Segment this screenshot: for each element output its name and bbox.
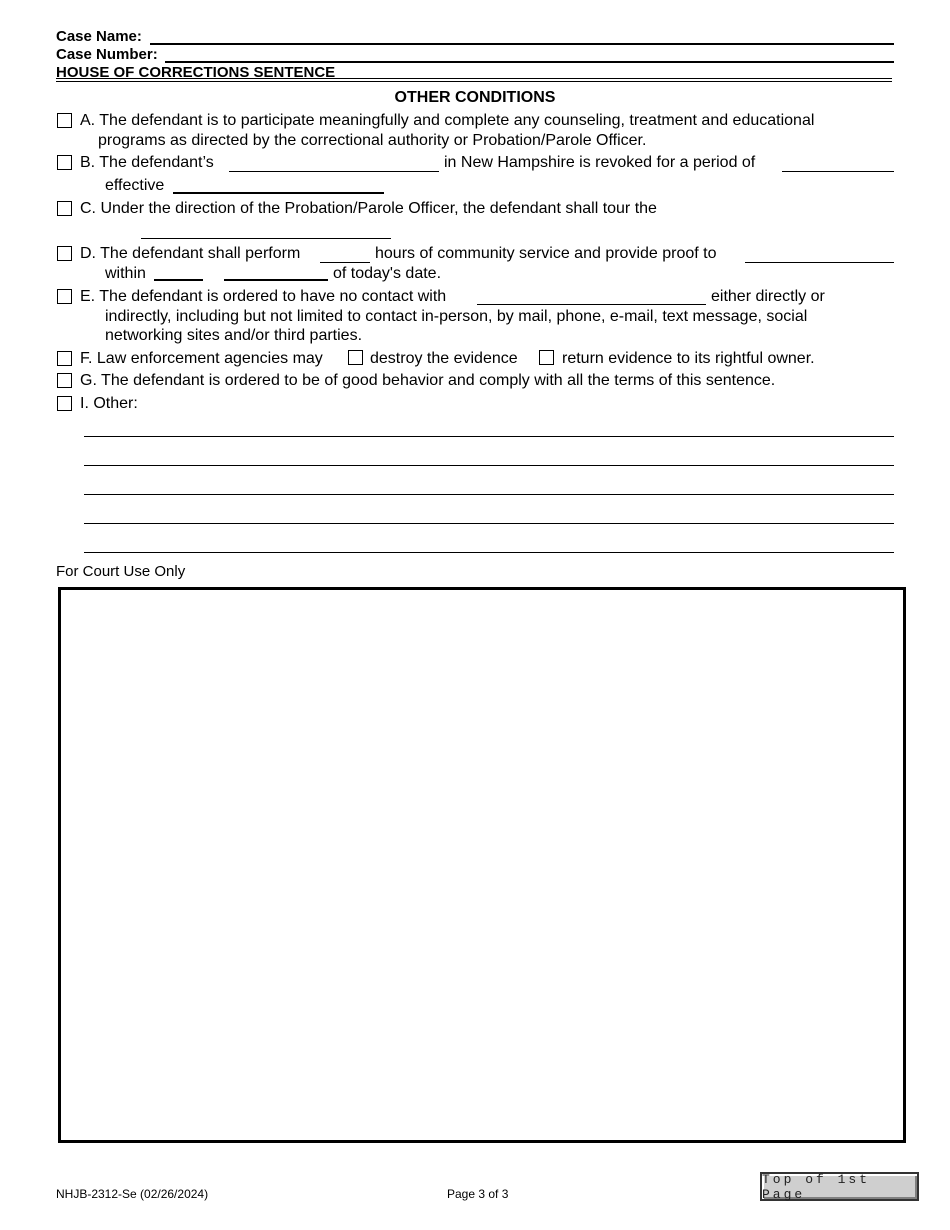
condition-b-effective-field[interactable] [173,192,384,194]
condition-f-return-label: return evidence to its rightful owner. [562,350,815,367]
condition-f-return-checkbox[interactable] [539,350,554,365]
header-rule-1 [56,78,892,79]
condition-d-hours-field[interactable] [320,262,370,263]
condition-b-checkbox[interactable] [57,155,72,170]
condition-f-checkbox[interactable] [57,351,72,366]
condition-e-text-line2: indirectly, including but not limited to contact in-person, by mail, phone, e-mail, text message, social [105,308,808,325]
condition-a-checkbox[interactable] [57,113,72,128]
condition-b-text-part2: in New Hampshire is revoked for a period of [444,154,756,171]
condition-c-checkbox[interactable] [57,201,72,216]
case-number-field[interactable] [165,61,894,63]
condition-a-text-line2: programs as directed by the correctional authority or Probation/Parole Officer. [98,132,647,149]
case-name-label: Case Name: [56,28,142,45]
court-use-box [58,587,906,1143]
condition-b-period-field[interactable] [782,171,894,172]
condition-e-text-part2: either directly or [711,288,825,305]
page-number: Page 3 of 3 [447,1187,509,1201]
other-line-3[interactable] [84,494,894,495]
other-line-2[interactable] [84,465,894,466]
section-title: HOUSE OF CORRECTIONS SENTENCE [56,64,336,81]
condition-c-text-line1: C. Under the direction of the Probation/Parole Officer, the defendant shall tour the [80,200,657,217]
other-line-5[interactable] [84,552,894,553]
header-rule-2 [56,81,892,82]
condition-e-text-part1: E. The defendant is ordered to have no contact with [80,288,447,305]
condition-i-checkbox[interactable] [57,396,72,411]
condition-e-contact-field[interactable] [477,304,706,305]
condition-f-destroy-label: destroy the evidence [370,350,518,367]
condition-d-proof-field[interactable] [745,262,894,263]
condition-c-tour-field[interactable] [141,238,391,239]
form-id: NHJB-2312-Se (02/26/2024) [56,1187,209,1201]
page-title: OTHER CONDITIONS [394,89,556,106]
condition-g-text: G. The defendant is ordered to be of good behavior and comply with all the terms of this sentence. [80,372,776,389]
other-line-1[interactable] [84,436,894,437]
condition-f-text-part1: F. Law enforcement agencies may [80,350,323,367]
condition-d-text-part3: within [105,265,146,282]
condition-b-text-part1: B. The defendant’s [80,154,214,171]
case-name-field[interactable] [150,43,894,45]
court-use-label: For Court Use Only [56,563,186,580]
condition-b-license-field[interactable] [229,171,439,172]
condition-d-text-part4: of today's date. [333,265,442,282]
condition-b-text-part3: effective [105,177,165,194]
condition-f-destroy-checkbox[interactable] [348,350,363,365]
case-number-label: Case Number: [56,46,158,63]
condition-d-units-field[interactable] [224,279,328,281]
condition-g-checkbox[interactable] [57,373,72,388]
condition-e-checkbox[interactable] [57,289,72,304]
condition-d-checkbox[interactable] [57,246,72,261]
other-line-4[interactable] [84,523,894,524]
condition-d-text-part1: D. The defendant shall perform [80,245,301,262]
condition-a-text-line1: A. The defendant is to participate meaningfully and complete any counseling, treatment and educational [80,112,815,129]
condition-i-text: I. Other: [80,395,138,412]
top-of-first-page-button[interactable]: Top of 1st Page [760,1172,919,1201]
condition-d-within-field[interactable] [154,279,203,281]
condition-d-text-part2: hours of community service and provide proof to [375,245,717,262]
condition-e-text-line3: networking sites and/or third parties. [105,327,363,344]
